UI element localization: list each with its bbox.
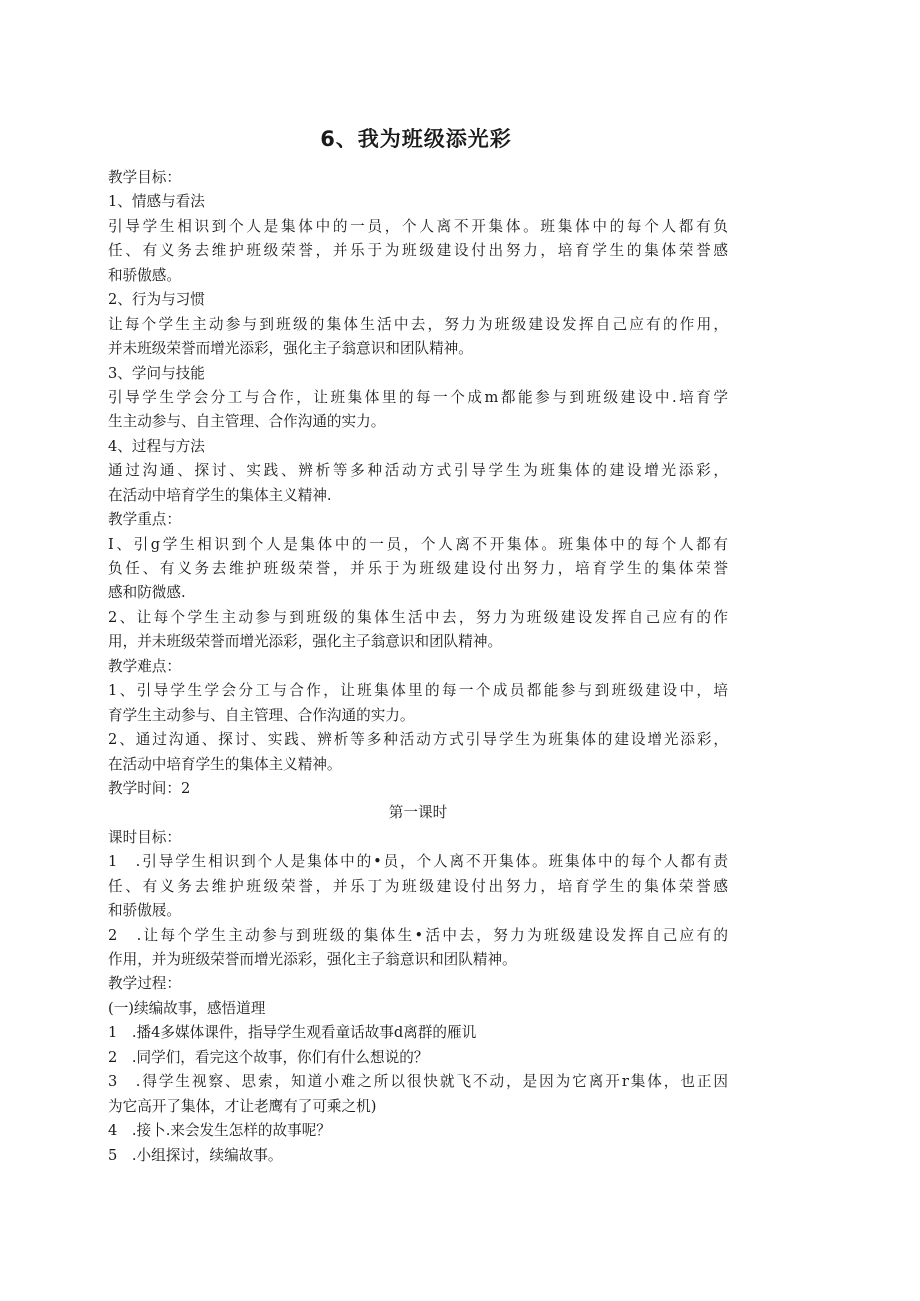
text-line: 和骄傲屐。 — [108, 902, 181, 920]
text-line: 并未班级荣誉而增光添彩，强化主子翁意识和团队精神。 — [108, 340, 473, 358]
section-heading: 第一课时 — [388, 804, 448, 822]
document-body — [108, 166, 728, 1168]
text-line: 课时目标： — [108, 828, 181, 846]
text-line: 4、过程与方法 — [108, 437, 205, 455]
text-line: 教学重点： — [108, 511, 181, 529]
text-line: 为它高开了集体，才让老鹰有了可乘之机) — [108, 1097, 377, 1115]
text-line: 任、有义务去维护班级荣誉，并乐丁为班级建设付出努力，培育学生的集体荣誉感 — [108, 877, 728, 895]
text-line: 2、让每个学生主动参与到班级的集体生活中去，努力为班级建设发挥自己应有的作 — [108, 608, 728, 626]
text-line: 引导学生相识到个人是集体中的一员，个人离不开集体。班集体中的每个人都有负 — [108, 217, 728, 235]
text-line: 1 .引导学生相识到个人是集体中的•员，个人离不开集体。班集体中的每个人都有责 — [108, 853, 728, 871]
text-line: 2、行为与习惯 — [108, 291, 205, 309]
text-line: 让每个学生主动参与到班级的集体生活中去，努力为班级建设发挥自己应有的作用， — [108, 315, 728, 333]
text-line: (一)续编故事，感悟道理 — [108, 999, 266, 1017]
text-line: 在活动中培育学生的集体主义精神. — [108, 486, 332, 504]
text-line: 4 .接卜.来会发生怎样的故事呢？ — [108, 1122, 331, 1140]
text-line: 通过沟通、探讨、实践、辨析等多种活动方式引导学生为班集体的建设增光添彩， — [108, 462, 728, 480]
text-line: 和骄傲感。 — [108, 266, 181, 284]
text-line: 教学难点： — [108, 657, 181, 675]
text-line: 1 .播4多媒体课件，指导学生观看童话故事d离群的雁讥 — [108, 1024, 477, 1042]
text-line: 用，并未班级荣誉而增光添彩，强化主子翁意识和团队精神。 — [108, 633, 503, 651]
text-line: 1、情感与看法 — [108, 193, 205, 211]
text-line: 3 .得学生视察、思索，知道小难之所以很快就飞不动，是因为它离开r集体，也正因 — [108, 1073, 728, 1091]
text-line: 教学时间：2 — [108, 779, 191, 797]
document-title: 6、我为班级添光彩 — [320, 127, 512, 151]
text-line: 教学目标： — [108, 169, 181, 186]
text-line: 教学过程： — [108, 975, 181, 993]
text-line: 育学生主动参与、自主管理、合作沟通的实力。 — [108, 706, 415, 724]
text-line: 引导学生学会分工与合作，让班集体里的每一个成m都能参与到班级建设中.培育学 — [108, 388, 728, 406]
text-line: 负任、有义务去维护班级荣誉，并乐于为班级建设付出努力，培育学生的集体荣誉 — [108, 560, 728, 577]
text-line: 1、引导学生学会分工与合作，让班集体里的每一个成员都能参与到班级建设中，培 — [108, 682, 728, 700]
text-line: 2 .同学们，看完这个故事，你们有什么想说的？ — [108, 1048, 429, 1066]
text-line: 在活动中培育学生的集体主义精神。 — [108, 755, 342, 773]
text-line: I、引g学生相识到个人是集体中的一员，个人离不开集体。班集体中的每个人都有 — [108, 535, 728, 553]
text-line: 2、通过沟通、探讨、实践、辨析等多种活动方式引导学生为班集体的建设增光添彩， — [108, 731, 728, 749]
text-line: 任、有义务去维护班级荣誉，并乐于为班级建设付出努力，培育学生的集体荣誉感 — [108, 242, 728, 260]
text-line: 感和防微感. — [108, 584, 186, 602]
text-line: 作用，并为班级荣誉而增光添彩，强化主子翁意识和团队精神。 — [108, 951, 517, 968]
text-line: 5 .小组探讨，续编故事。 — [108, 1146, 283, 1164]
text-line: 生主动参与、自主管理、合作沟通的实力。 — [108, 413, 386, 431]
text-line: 3、学问与技能 — [108, 364, 205, 382]
text-line: 2 .让每个学生主动参与到班级的集体生•活中去，努力为班级建设发挥自己应有的 — [108, 926, 728, 944]
